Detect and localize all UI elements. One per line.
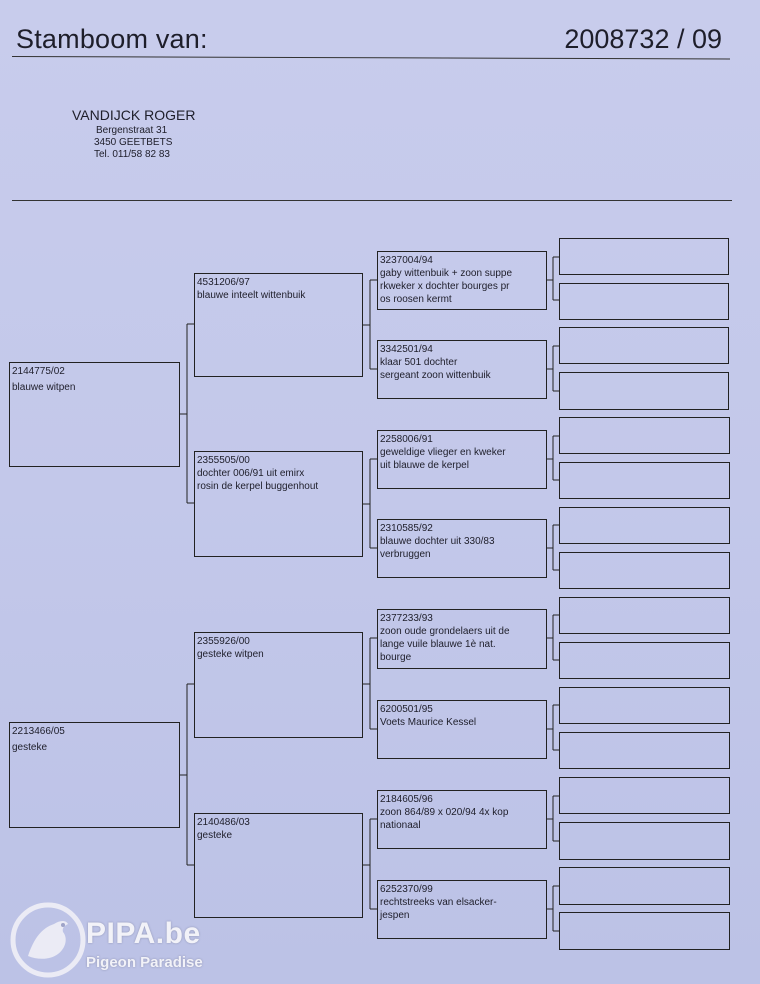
grandparent-box <box>194 813 363 918</box>
empty-ancestor-box <box>559 327 729 364</box>
empty-ancestor-box <box>559 822 730 860</box>
empty-ancestor-box <box>559 912 730 950</box>
watermark-tagline: Pigeon Paradise <box>86 954 203 971</box>
ring-number: 6200501/95 <box>380 704 433 715</box>
ring-number: 2258006/91 <box>380 434 433 445</box>
bird-description: blauwe dochter uit 330/83 verbruggen <box>380 536 495 560</box>
empty-ancestor-box <box>559 417 730 454</box>
bird-description: rechtstreeks van elsacker- jespen <box>380 897 497 921</box>
grandparent-box <box>194 632 363 738</box>
watermark-name: PIPA.be <box>86 917 201 950</box>
empty-ancestor-box <box>559 867 730 905</box>
bird-description: gaby wittenbuik + zoon suppe rkweker x dochter bourges pr os roosen kermt <box>380 268 513 305</box>
ring-number: 2008732 / 09 <box>564 24 722 54</box>
empty-ancestor-box <box>559 462 730 499</box>
page-title: Stamboom van: <box>16 24 208 54</box>
empty-ancestor-box <box>559 777 730 814</box>
ring-number: 4531206/97 <box>197 277 250 288</box>
bird-description: klaar 501 dochter sergeant zoon wittenbuik <box>380 357 491 381</box>
great-grandparent-box <box>377 790 547 849</box>
ring-number: 6252370/99 <box>380 884 433 895</box>
empty-ancestor-box <box>559 732 730 769</box>
great-grandparent-box <box>377 880 547 939</box>
great-grandparent-box <box>377 340 547 399</box>
great-grandparent-box <box>377 700 547 759</box>
bird-description: zoon 864/89 x 020/94 4x kop nationaal <box>380 807 509 831</box>
ring-number: 2213466/05 <box>12 726 65 737</box>
bird-description: geweldige vlieger en kweker uit blauwe de kerpel <box>380 447 506 471</box>
grandparent-box <box>194 273 363 377</box>
owner-name: VANDIJCK ROGER <box>72 107 196 123</box>
great-grandparent-box <box>377 430 547 489</box>
bird-description: gesteke <box>12 742 48 753</box>
empty-ancestor-box <box>559 552 730 589</box>
empty-ancestor-box <box>559 372 729 410</box>
great-grandparent-box <box>377 519 547 578</box>
bird-description: zoon oude grondelaers uit de lange vuile blauwe 1è nat. bourge <box>380 626 510 663</box>
grandparent-box <box>194 451 363 557</box>
bird-description: blauwe witpen <box>12 382 76 393</box>
owner-phone: Tel. 011/58 82 83 <box>94 149 170 160</box>
great-grandparent-box <box>377 251 547 310</box>
bird-description: dochter 006/91 uit emirx rosin de kerpel buggenhout <box>197 468 319 492</box>
bird-description: gesteke witpen <box>197 649 264 660</box>
empty-ancestor-box <box>559 597 730 634</box>
empty-ancestor-box <box>559 642 730 679</box>
empty-ancestor-box <box>559 687 730 724</box>
ring-number: 2377233/93 <box>380 613 433 624</box>
great-grandparent-box <box>377 609 547 669</box>
ring-number: 3342501/94 <box>380 344 433 355</box>
ring-number: 3237004/94 <box>380 255 433 266</box>
ring-number: 2355505/00 <box>197 455 250 466</box>
parent-box-sire <box>9 362 180 467</box>
empty-ancestor-box <box>559 283 729 320</box>
ring-number: 2310585/92 <box>380 523 433 534</box>
ring-number: 2184605/96 <box>380 794 433 805</box>
parent-box-dam <box>9 722 180 828</box>
owner-city: 3450 GEETBETS <box>94 137 173 148</box>
ring-number: 2140486/03 <box>197 817 250 828</box>
ring-number: 2355926/00 <box>197 636 250 647</box>
owner-street: Bergenstraat 31 <box>96 125 168 136</box>
bird-description: Voets Maurice Kessel <box>380 717 477 728</box>
bird-description: blauwe inteelt wittenbuik <box>197 290 306 301</box>
empty-ancestor-box <box>559 507 730 544</box>
empty-ancestor-box <box>559 238 729 275</box>
ring-number: 2144775/02 <box>12 366 65 377</box>
bird-description: gesteke <box>197 830 233 841</box>
